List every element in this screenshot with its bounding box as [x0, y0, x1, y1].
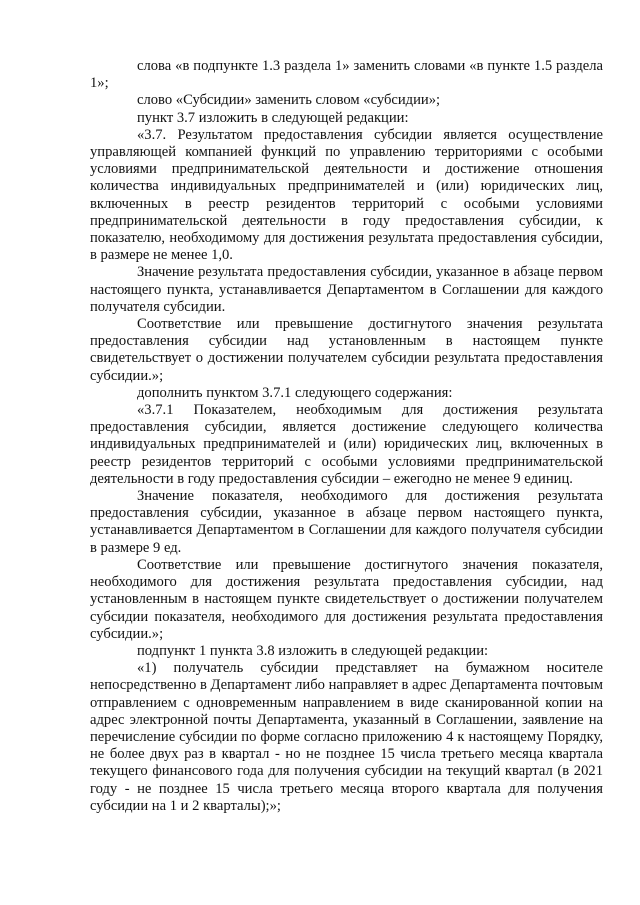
paragraph-replace-subsidy-word: слово «Субсидии» заменить словом «субсидии»;: [137, 92, 441, 109]
paragraph-clause-3-7-intro: пункт 3.7 изложить в следующей редакции:: [137, 109, 409, 126]
paragraph-result-value: Значение результата предоставления субсидии, указанное в абзаце первом настоящего пункта, устанавливается Департаментом в Соглашении для каждого получателя субсидии.: [90, 264, 603, 315]
paragraph-result-compliance: Соответствие или превышение достигнутого значения результата предоставления субсидии над установленным в настоящем пункте свидетельствует о достижении получателем субсидии результата предоставления субсидии.»;: [90, 316, 603, 384]
paragraph-clause-3-7-1: «3.7.1 Показателем, необходимым для достижения результата предоставления субсидии, является достижение следующего количества индивидуальных предпринимателей и (или) юридических лиц, включенных в реестр резидентов территорий с особыми условиями предпринимательской деятельности в году предоставления субсидии – ежегодно не менее 9 единиц.: [90, 402, 603, 487]
paragraph-clause-3-8-intro: подпункт 1 пункта 3.8 изложить в следующей редакции:: [137, 642, 489, 659]
paragraph-clause-3-8-item-1: «1) получатель субсидии представляет на бумажном носителе непосредственно в Департамент либо направляет в адрес Департамента почтовым отправлением с одновременным направлением в виде сканированной копии на адрес электронной почты Департамента, указанный в Соглашении, заявление на перечисление субсидии по форме согласно приложению 4 к настоящему Порядку, не более двух раз в квартал - но не позднее 15 числа третьего месяца квартала текущего финансового года для получения субсидии на текущий квартал (в 2021 году - не позднее 15 числа третьего месяца второго квартала для получения субсидии на 1 и 2 кварталы);»;: [90, 660, 603, 814]
paragraph-indicator-compliance: Соответствие или превышение достигнутого значения показателя, необходимого для достижения результата предоставления субсидии, над установленным в настоящем пункте свидетельствует о достижении получателем субсидии показателя, необходимого для достижения результата предоставления субсидии.»;: [90, 556, 603, 642]
paragraph-clause-3-7-1-intro: дополнить пунктом 3.7.1 следующего содержания:: [137, 384, 453, 401]
paragraph-clause-3-7: «3.7. Результатом предоставления субсидии является осуществление управляющей компанией функций по управлению территориями с особыми условиями предпринимательской деятельности и достижение отношения количества индивидуальных предпринимателей и (или) юридических лиц, включенных в реестр резидентов территорий с особыми условиями предпринимательской деятельности в году предоставления субсидии, к показателю, необходимому для достижения результата предоставления субсидии, в размере не менее 1,0.: [90, 126, 603, 264]
paragraph-indicator-value: Значение показателя, необходимого для достижения результата предоставления субсидии, указанное в абзаце первом настоящего пункта, устанавливается Департаментом в Соглашении для каждого получателя субсидии в размере 9 ед.: [90, 488, 603, 556]
document-page: [90, 58, 603, 815]
paragraph-replace-words: слова «в подпункте 1.3 раздела 1» заменить словами «в пункте 1.5 раздела 1»;: [90, 58, 603, 92]
